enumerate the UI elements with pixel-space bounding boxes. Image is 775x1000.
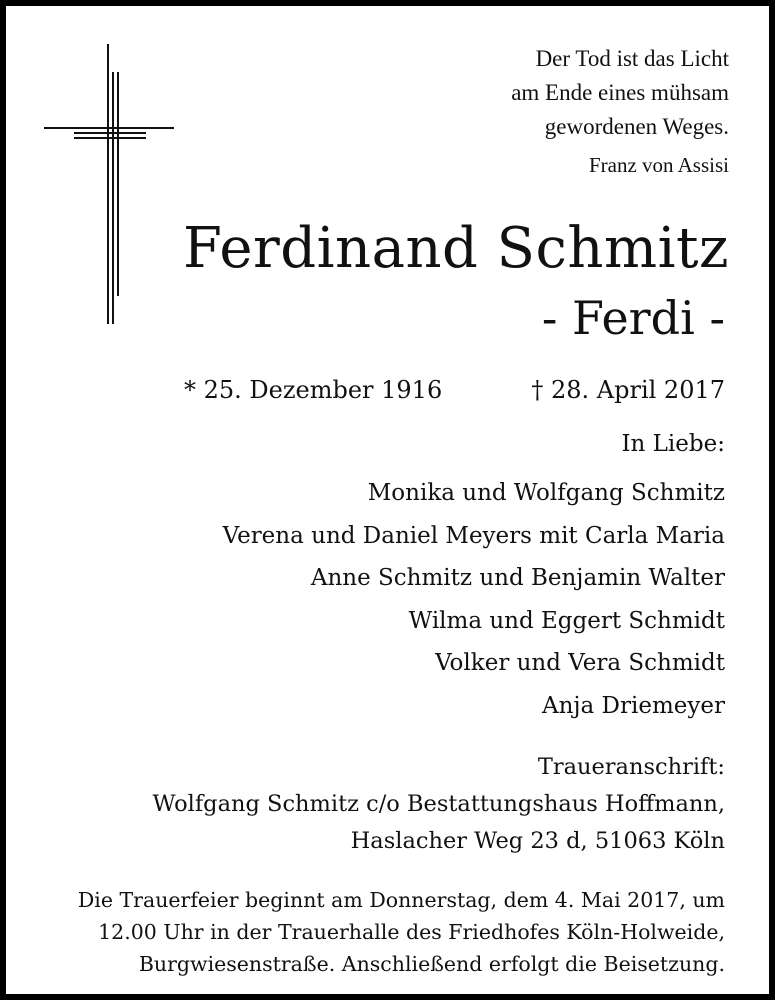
cross-icon <box>44 44 176 326</box>
birth-date: * 25. Dezember 1916 <box>184 376 443 404</box>
mourners-list <box>223 472 725 728</box>
mourner-name: Anne Schmitz und Benjamin Walter <box>310 565 725 592</box>
address-line: Haslacher Weg 23 d, 51063 Köln <box>350 828 725 854</box>
quote-author: Franz von Assisi <box>588 153 729 177</box>
mourners-heading: In Liebe: <box>621 431 725 457</box>
mourner-name: Monika und Wolfgang Schmitz <box>367 480 725 506</box>
deceased-nickname: - Ferdi - <box>541 291 725 345</box>
quote-block <box>511 42 729 182</box>
mourner-name: Volker und Vera Schmidt <box>435 650 725 677</box>
deceased-name: Ferdinand Schmitz <box>183 216 729 281</box>
mourner-name: Wilma und Eggert Schmidt <box>408 607 725 634</box>
mourning-address <box>153 749 726 860</box>
quote-line: gewordenen Weges. <box>544 114 729 139</box>
death-date: † 28. April 2017 <box>531 376 725 404</box>
mourner-name: Anja Driemeyer <box>541 692 725 719</box>
mourner-name: Verena und Daniel Meyers mit Carla Maria <box>222 522 725 549</box>
ceremony-line: Burgwiesenstraße. Anschließend erfolgt die Beisetzung. <box>138 952 725 976</box>
ceremony-line: Die Trauerfeier beginnt am Donnerstag, dem 4. Mai 2017, um <box>77 888 725 912</box>
ceremony-info <box>78 884 725 980</box>
quote-line: Der Tod ist das Licht <box>535 46 729 71</box>
address-line: Wolfgang Schmitz c/o Bestattungshaus Hoffmann, <box>152 791 725 817</box>
address-label: Traueranschrift: <box>537 754 725 780</box>
quote-line: am Ende eines mühsam <box>511 80 729 105</box>
ceremony-line: 12.00 Uhr in der Trauerhalle des Friedhofes Köln-Holweide, <box>98 920 725 944</box>
